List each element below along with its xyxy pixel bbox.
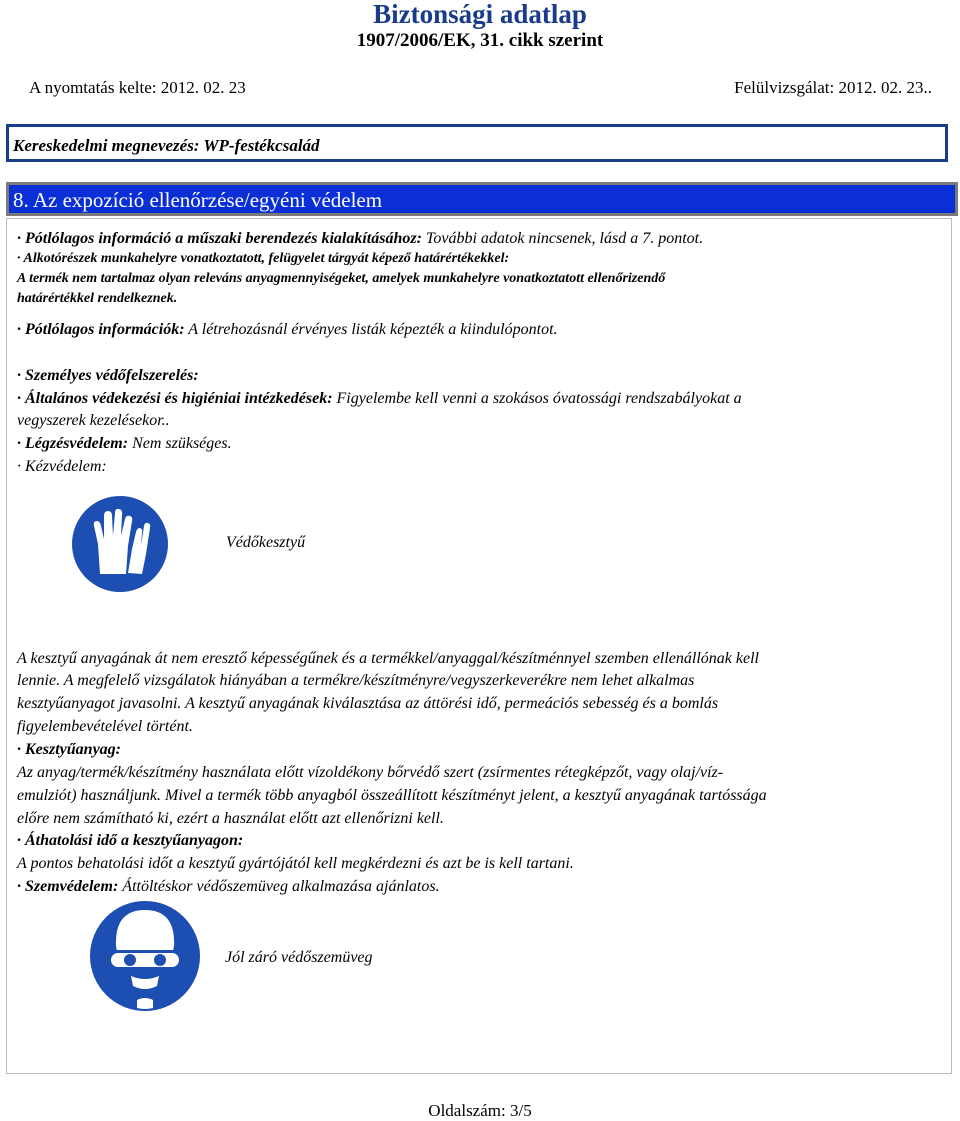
respiratory-label: · Légzésvédelem:: [17, 435, 129, 452]
breakthrough-heading: · Áthatolási idő a kesztyűanyagon:: [17, 832, 244, 849]
general-measures-text-2: vegyszerek kezelésekor..: [17, 412, 170, 429]
ppe-heading: · Személyes védőfelszerelés:: [17, 367, 199, 384]
goggles-label: Jól záró védőszemüveg: [225, 949, 373, 966]
gloves-icon: [70, 494, 170, 599]
section-title: 8. Az expozíció ellenőrzése/egyéni védelem: [13, 188, 383, 212]
trade-name: Kereskedelmi megnevezés: WP-festékcsalád: [13, 136, 320, 155]
eye-protection-line: [17, 876, 440, 897]
additional-info-text: A létrehozásnál érvényes listák képezték a kiindulópontot.: [184, 321, 558, 338]
engineering-info-text: További adatok nincsenek, lásd a 7. pontot.: [421, 230, 704, 247]
engineering-info-line: [17, 228, 703, 249]
glove-para-1b: lennie. A megfelelő vizsgálatok hiányában a termékre/készítményre/vegyszerkeverékre nem lehet alkalmas: [17, 672, 695, 689]
general-measures-text: Figyelembe kell venni a szokásos óvatossági rendszabályokat a: [332, 390, 742, 407]
hand-protection-heading: · Kézvédelem:: [17, 458, 107, 475]
glove-para-2b: emulziót) használjunk. Mivel a termék több anyagból összeállított készítményt jelent, a kesztyű anyagának tartóssága: [17, 787, 767, 804]
glove-para-2a: Az anyag/termék/készítmény használata előtt vízoldékony bőrvédő szert (zsírmentes rétegképzőt, vagy olaj/víz-: [17, 764, 724, 781]
trade-name-box: [6, 124, 948, 162]
additional-info-label: · Pótlólagos információk:: [17, 321, 185, 338]
section-content: [6, 218, 952, 1074]
eye-protection-text: Áttöltéskor védőszemüveg alkalmazása ajánlatos.: [118, 878, 440, 895]
document-subtitle: 1907/2006/EK, 31. cikk szerint: [356, 30, 604, 51]
limit-values-text-1: A termék nem tartalmaz olyan releváns anyagmennyiségeket, amelyek munkahelyre vonatkoztatott ellenőrizendő: [17, 271, 666, 286]
glove-label: Védőkesztyű: [226, 534, 306, 551]
glove-para-1c: kesztyűanyagot javasolni. A kesztyű anyagának kiválasztása az áttörési idő, permeációs sebesség és a bomlás: [17, 695, 719, 712]
revision-date: Felülvizsgálat: 2012. 02. 23..: [734, 78, 932, 97]
glove-material-heading: · Kesztyűanyag:: [17, 741, 121, 758]
engineering-info-label: · Pótlólagos információ a műszaki berendezés kialakításához:: [17, 230, 422, 247]
limit-values-text-2: határértékkel rendelkeznek.: [17, 291, 178, 306]
document-title: Biztonsági adatlap: [373, 0, 587, 29]
glove-para-2c: előre nem számítható ki, ezért a használat előtt azt ellenőrizni kell.: [17, 810, 444, 827]
respiratory-line: [17, 433, 232, 454]
eye-protection-label: · Szemvédelem:: [17, 878, 119, 895]
additional-info-line: [17, 319, 558, 340]
breakthrough-text: A pontos behatolási időt a kesztyű gyártójától kell megkérdezni és azt be is kell tartani.: [17, 855, 574, 872]
page-number: Oldalszám: 3/5: [428, 1101, 532, 1120]
goggles-icon: [89, 900, 201, 1017]
respiratory-text: Nem szükséges.: [128, 435, 232, 452]
general-measures-line: [17, 388, 742, 409]
limit-values-heading: · Alkotórészek munkahelyre vonatkoztatott, felügyelet tárgyát képező határértékekkel:: [17, 251, 510, 266]
print-date: A nyomtatás kelte: 2012. 02. 23: [29, 78, 246, 97]
glove-para-1a: A kesztyű anyagának át nem eresztő képességűnek és a termékkel/anyaggal/készítménnyel szemben ellenállónak kell: [17, 650, 759, 667]
general-measures-label: · Általános védekezési és higiéniai intézkedések:: [17, 390, 333, 407]
section-header: [6, 182, 958, 216]
glove-para-1d: figyelembevételével történt.: [17, 718, 193, 735]
